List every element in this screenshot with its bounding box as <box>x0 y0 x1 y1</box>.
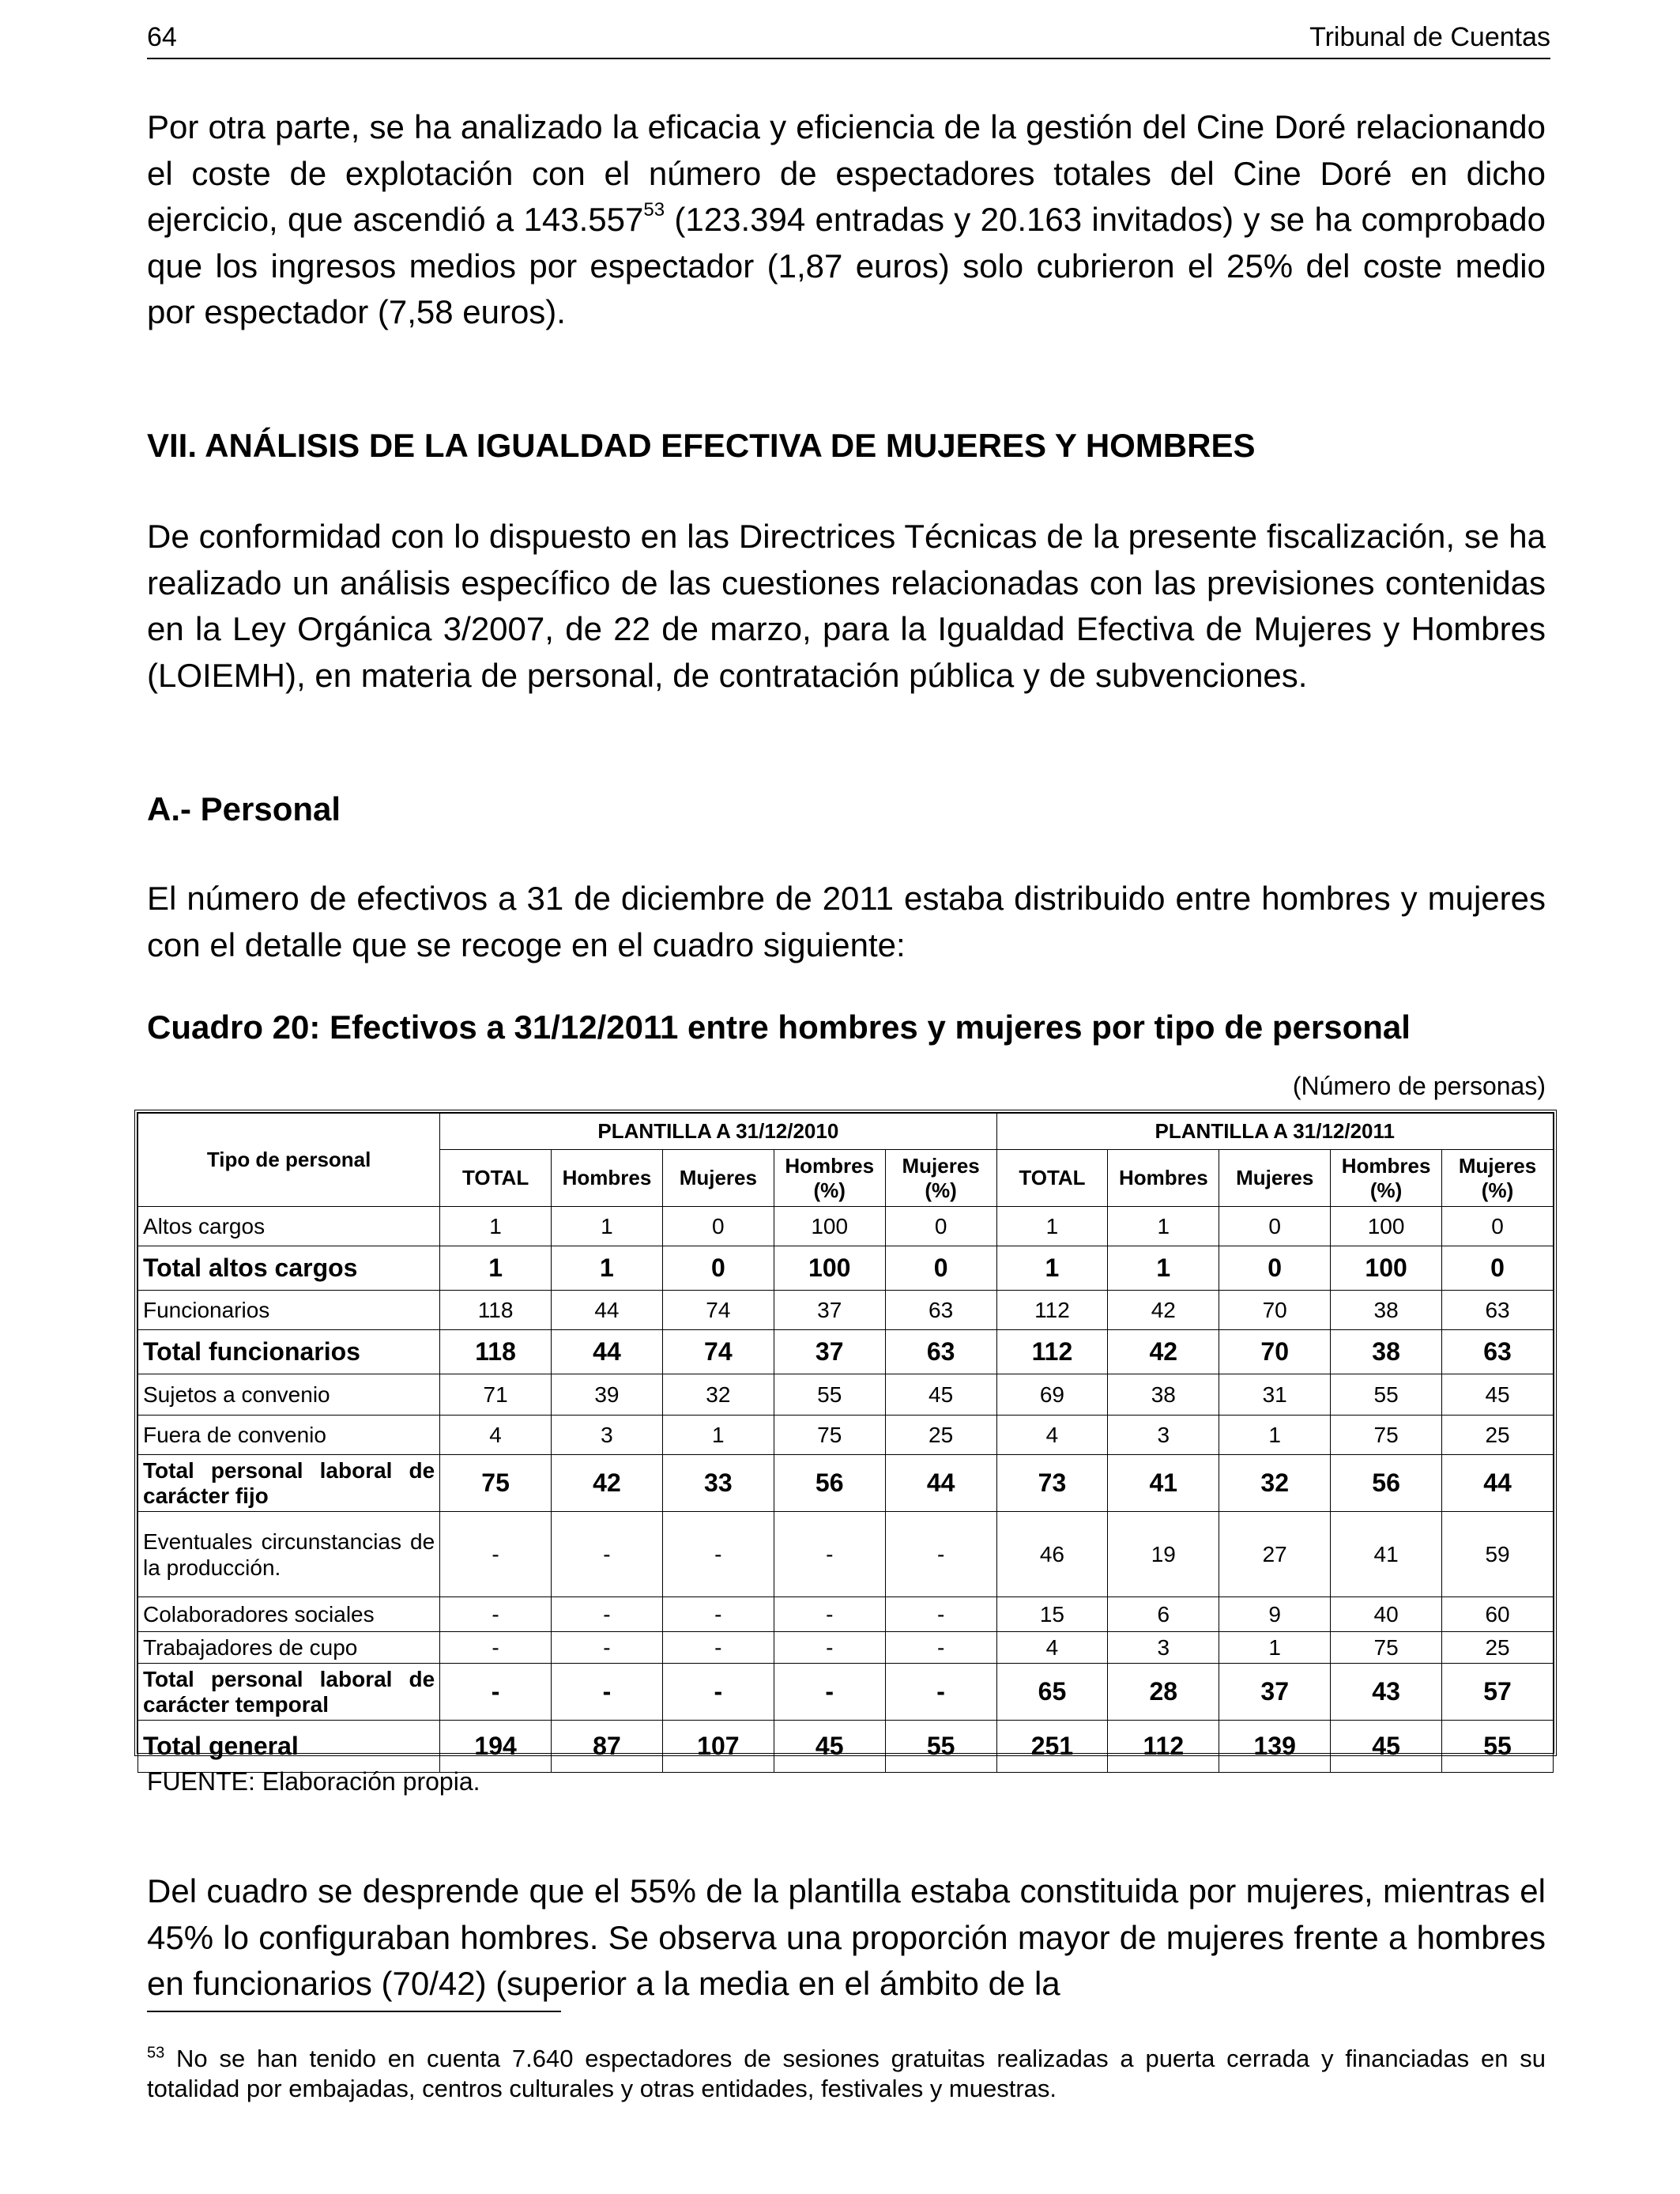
table-cell: 107 <box>662 1721 774 1773</box>
table-cell: 27 <box>1219 1512 1331 1597</box>
table-cell: 112 <box>996 1291 1108 1330</box>
table-cell: 100 <box>774 1207 885 1246</box>
table-cell: 56 <box>774 1455 885 1512</box>
table-cell: 0 <box>1219 1246 1331 1291</box>
table-cell: 1 <box>996 1207 1108 1246</box>
table-cell: 118 <box>440 1330 552 1374</box>
header-plantilla-2010: PLANTILLA A 31/12/2010 <box>440 1114 996 1150</box>
table-row <box>138 1597 1554 1632</box>
col-hombres: Hombres <box>551 1150 662 1207</box>
table-cell: 75 <box>774 1416 885 1455</box>
table-cell: 25 <box>1442 1632 1554 1664</box>
table-cell: 38 <box>1331 1291 1442 1330</box>
footnote-separator <box>147 2011 561 2012</box>
table-row <box>138 1330 1554 1374</box>
table-cell: 63 <box>885 1291 996 1330</box>
table-cell: 70 <box>1219 1330 1331 1374</box>
table-cell: 1 <box>551 1207 662 1246</box>
table-cell: 45 <box>774 1721 885 1773</box>
table-cell: 42 <box>551 1455 662 1512</box>
table-cell: 41 <box>1108 1455 1219 1512</box>
table-cell: 28 <box>1108 1664 1219 1721</box>
table-cell: 32 <box>662 1374 774 1416</box>
subsection-title: A.- Personal <box>147 790 341 827</box>
row-label: Total personal laboral de carácter fijo <box>138 1455 440 1512</box>
table-cell: 38 <box>1108 1374 1219 1416</box>
table-cell: 63 <box>1442 1330 1554 1374</box>
table-cell: 251 <box>996 1721 1108 1773</box>
table-cell: 194 <box>440 1721 552 1773</box>
table-cell: 55 <box>774 1374 885 1416</box>
table-cell: 42 <box>1108 1291 1219 1330</box>
table-cell: 45 <box>1442 1374 1554 1416</box>
table-cell: 75 <box>440 1455 552 1512</box>
col-mujeres-pct: Mujeres (%) <box>885 1150 996 1207</box>
footnote: $^{53}$ No se han tenido en cuenta 7.640 espectadores de sesiones gratuitas realizadas a puerta cerrada y financiadas en su totalidad por embajadas, centros culturales y otras entidades, festivales y muestras. <box>147 2044 1546 2102</box>
table-cell: 43 <box>1331 1664 1442 1721</box>
paragraph-cine-dore: Por otra parte, se ha analizado la eficacia y eficiencia de la gestión del Cine Doré relacionando el coste de explotación con el número de espectadores totales del Cine Doré en dicho ejercicio, que ascendió a 143.557$^{53}$ (123.394 entradas y 20.163 invitados) y se ha comprobado que los ingresos medios por espectador (1,87 euros) solo cubrieron el 25% del coste medio por espectador (7,58 euros). <box>147 108 1546 330</box>
running-title: Tribunal de Cuentas <box>1309 22 1550 52</box>
table-cell: 55 <box>1331 1374 1442 1416</box>
table-cell: - <box>774 1664 885 1721</box>
table-cell: 0 <box>885 1207 996 1246</box>
table-cell: - <box>885 1597 996 1632</box>
table-cell: 0 <box>662 1246 774 1291</box>
row-label: Total altos cargos <box>138 1246 440 1291</box>
col-total: TOTAL <box>996 1150 1108 1207</box>
col-mujeres-pct: Mujeres (%) <box>1442 1150 1554 1207</box>
table-cell: 4 <box>440 1416 552 1455</box>
row-label: Total general <box>138 1721 440 1773</box>
table-cell: 60 <box>1442 1597 1554 1632</box>
table-cell: 74 <box>662 1330 774 1374</box>
table-row <box>138 1246 1554 1291</box>
header-tipo-personal: Tipo de personal <box>138 1114 440 1207</box>
table-cell: 1 <box>1219 1416 1331 1455</box>
table-cell: 4 <box>996 1632 1108 1664</box>
col-mujeres: Mujeres <box>662 1150 774 1207</box>
table-cell: 9 <box>1219 1597 1331 1632</box>
table-cell: 0 <box>1219 1207 1331 1246</box>
table-cell: - <box>885 1632 996 1664</box>
table-cell: 31 <box>1219 1374 1331 1416</box>
header-plantilla-2011: PLANTILLA A 31/12/2011 <box>996 1114 1553 1150</box>
table-cell: 44 <box>885 1455 996 1512</box>
table-cell: 6 <box>1108 1597 1219 1632</box>
table-cell: 1 <box>996 1246 1108 1291</box>
table-cell: - <box>774 1597 885 1632</box>
table-cell: 3 <box>551 1416 662 1455</box>
col-total: TOTAL <box>440 1150 552 1207</box>
paragraph-intro-igualdad: De conformidad con lo dispuesto en las Directrices Técnicas de la presente fiscalización, se ha realizado un análisis específico de las cuestiones relacionadas con las previsiones contenidas en la Ley Orgánica 3/2007, de 22 de marzo, para la Igualdad Efectiva de Mujeres y Hombres (LOIEMH), en materia de personal, de contratación pública y de subvenciones. <box>147 518 1546 694</box>
table-cell: 42 <box>1108 1330 1219 1374</box>
table-cell: 139 <box>1219 1721 1331 1773</box>
table-cell: 71 <box>440 1374 552 1416</box>
row-label: Eventuales circunstancias de la producción. <box>138 1512 440 1597</box>
table-cell: 41 <box>1331 1512 1442 1597</box>
table-cell: - <box>774 1512 885 1597</box>
table-cell: 25 <box>1442 1416 1554 1455</box>
table-cell: 1 <box>551 1246 662 1291</box>
table-cell: 46 <box>996 1512 1108 1597</box>
table-cell: 0 <box>1442 1207 1554 1246</box>
table-cell: 75 <box>1331 1416 1442 1455</box>
table-cell: - <box>885 1512 996 1597</box>
table-cell: 44 <box>551 1291 662 1330</box>
table-cell: - <box>440 1597 552 1632</box>
table-row <box>138 1455 1554 1512</box>
table-cell: 1 <box>1219 1632 1331 1664</box>
section-title: VII. ANÁLISIS DE LA IGUALDAD EFECTIVA DE MUJERES Y HOMBRES <box>147 427 1256 464</box>
table-source: FUENTE: Elaboración propia. <box>147 1767 480 1796</box>
table-cell: - <box>551 1632 662 1664</box>
table-cell: 65 <box>996 1664 1108 1721</box>
table-cell: 70 <box>1219 1291 1331 1330</box>
table-cell: 45 <box>885 1374 996 1416</box>
table-cell: 1 <box>1108 1207 1219 1246</box>
table-cell: - <box>440 1664 552 1721</box>
table-cell: 37 <box>1219 1664 1331 1721</box>
table-cell: 0 <box>885 1246 996 1291</box>
table-cell: 73 <box>996 1455 1108 1512</box>
table-cell: 40 <box>1331 1597 1442 1632</box>
table-cell: - <box>440 1632 552 1664</box>
table-cell: - <box>440 1512 552 1597</box>
table-cell: 112 <box>1108 1721 1219 1773</box>
table-cell: 3 <box>1108 1416 1219 1455</box>
table-cell: 45 <box>1331 1721 1442 1773</box>
table-cell: 63 <box>1442 1291 1554 1330</box>
staff-table <box>134 1110 1557 1760</box>
table-cell: 63 <box>885 1330 996 1374</box>
table-cell: 100 <box>774 1246 885 1291</box>
table-cell: 75 <box>1331 1632 1442 1664</box>
table-cell: 55 <box>885 1721 996 1773</box>
row-label: Funcionarios <box>138 1291 440 1330</box>
table-cell: 37 <box>774 1291 885 1330</box>
table-cell: 74 <box>662 1291 774 1330</box>
table-cell: 3 <box>1108 1632 1219 1664</box>
table-row <box>138 1416 1554 1455</box>
table-cell: 38 <box>1331 1330 1442 1374</box>
table-cell: 32 <box>1219 1455 1331 1512</box>
table-title: Cuadro 20: Efectivos a 31/12/2011 entre hombres y mujeres por tipo de personal <box>147 1008 1411 1046</box>
table-cell: 59 <box>1442 1512 1554 1597</box>
table-row <box>138 1207 1554 1246</box>
table-cell: - <box>662 1664 774 1721</box>
table-row <box>138 1632 1554 1664</box>
table-row <box>138 1512 1554 1597</box>
table-cell: - <box>662 1512 774 1597</box>
table-cell: 87 <box>551 1721 662 1773</box>
col-hombres: Hombres <box>1108 1150 1219 1207</box>
row-label: Sujetos a convenio <box>138 1374 440 1416</box>
table-cell: 55 <box>1442 1721 1554 1773</box>
table-cell: 1 <box>440 1246 552 1291</box>
table-cell: 100 <box>1331 1246 1442 1291</box>
col-mujeres: Mujeres <box>1219 1150 1331 1207</box>
paragraph-efectivos: El número de efectivos a 31 de diciembre de 2011 estaba distribuido entre hombres y mujeres con el detalle que se recoge en el cuadro siguiente: <box>147 880 1546 963</box>
table-cell: - <box>662 1632 774 1664</box>
col-hombres-pct: Hombres (%) <box>1331 1150 1442 1207</box>
table-row <box>138 1291 1554 1330</box>
table-cell: 44 <box>551 1330 662 1374</box>
table-cell: 33 <box>662 1455 774 1512</box>
row-label: Altos cargos <box>138 1207 440 1246</box>
row-label: Colaboradores sociales <box>138 1597 440 1632</box>
table-cell: 118 <box>440 1291 552 1330</box>
row-label: Total funcionarios <box>138 1330 440 1374</box>
table-cell: 0 <box>662 1207 774 1246</box>
table-row <box>138 1664 1554 1721</box>
paragraph-conclusion: Del cuadro se desprende que el 55% de la plantilla estaba constituida por mujeres, mientras el 45% lo configuraban hombres. Se observa una proporción mayor de mujeres frente a hombres en funcionarios (70/42) (superior a la media en el ámbito de la <box>147 1872 1546 2002</box>
table-cell: - <box>774 1632 885 1664</box>
table-cell: 56 <box>1331 1455 1442 1512</box>
row-label: Total personal laboral de carácter temporal <box>138 1664 440 1721</box>
table-cell: - <box>551 1512 662 1597</box>
col-hombres-pct: Hombres (%) <box>774 1150 885 1207</box>
table-cell: 1 <box>440 1207 552 1246</box>
table-cell: 57 <box>1442 1664 1554 1721</box>
table-row <box>138 1374 1554 1416</box>
row-label: Fuera de convenio <box>138 1416 440 1455</box>
table-cell: - <box>662 1597 774 1632</box>
table-cell: 100 <box>1331 1207 1442 1246</box>
table-cell: 112 <box>996 1330 1108 1374</box>
footnote-reference[interactable]: 53 <box>643 199 665 221</box>
table-cell: 69 <box>996 1374 1108 1416</box>
table-cell: 25 <box>885 1416 996 1455</box>
table-cell: 19 <box>1108 1512 1219 1597</box>
table-cell: 1 <box>1108 1246 1219 1291</box>
page-header <box>147 22 1550 59</box>
table-cell: - <box>551 1597 662 1632</box>
table-cell: - <box>551 1664 662 1721</box>
table-cell: 44 <box>1442 1455 1554 1512</box>
table-cell: 4 <box>996 1416 1108 1455</box>
table-cell: 15 <box>996 1597 1108 1632</box>
row-label: Trabajadores de cupo <box>138 1632 440 1664</box>
table-cell: 37 <box>774 1330 885 1374</box>
table-row <box>138 1721 1554 1773</box>
table-cell: - <box>885 1664 996 1721</box>
table-cell: 39 <box>551 1374 662 1416</box>
table-cell: 1 <box>662 1416 774 1455</box>
footnote-number: 53 <box>147 2044 165 2062</box>
page-number: 64 <box>147 22 177 52</box>
table-units: (Número de personas) <box>1292 1072 1546 1100</box>
table-cell: 0 <box>1442 1246 1554 1291</box>
